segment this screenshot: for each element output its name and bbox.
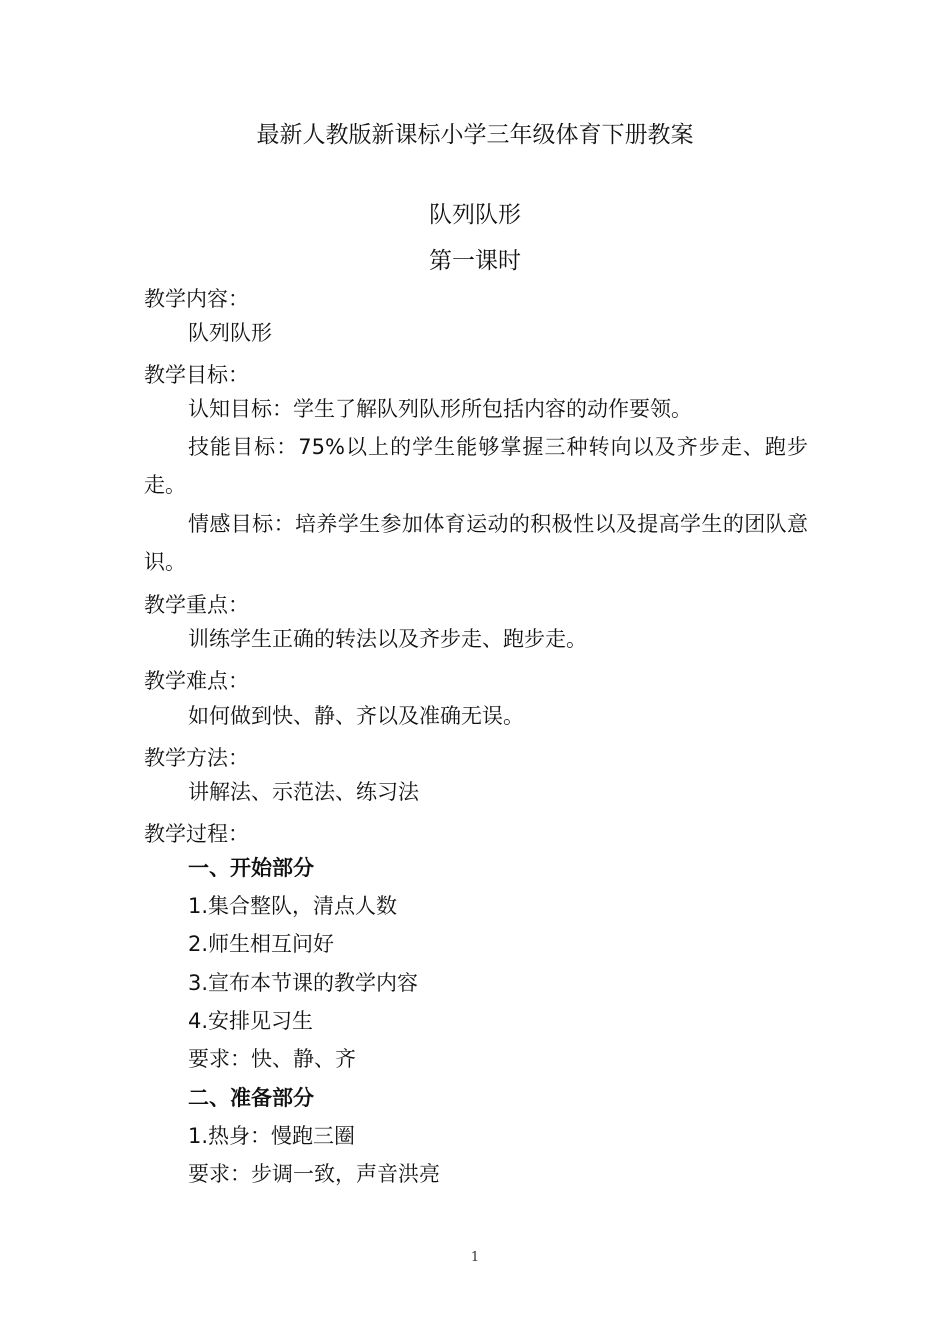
content-text: 队列队形 [188,321,272,345]
part1-requirement: 要求：快、静、齐 [188,1047,356,1071]
goal-emotion: 情感目标：培养学生参加体育运动的积极性以及提高学生的团队意识。 [144,512,808,574]
list-item: 1.集合整队，清点人数 [188,894,398,918]
key-text: 训练学生正确的转法以及齐步走、跑步走。 [188,627,587,651]
page-number: 1 [470,1250,480,1265]
lesson-topic: 队列队形 [429,202,521,228]
goal-skill: 技能目标：75%以上的学生能够掌握三种转向以及齐步走、跑步走。 [144,435,808,497]
process-heading: 教学过程： [144,822,249,846]
method-heading: 教学方法： [144,746,249,770]
content-heading: 教学内容： [144,287,249,311]
document-title: 最新人教版新课标小学三年级体育下册教案 [256,122,694,148]
difficulty-text: 如何做到快、静、齐以及准确无误。 [188,704,524,728]
method-text: 讲解法、示范法、练习法 [188,780,419,804]
lesson-period: 第一课时 [429,248,521,274]
part2-requirement: 要求：步调一致，声音洪亮 [188,1162,440,1186]
list-item: 3.宣布本节课的教学内容 [188,971,419,995]
part2-heading: 二、准备部分 [188,1086,314,1110]
goals-heading: 教学目标： [144,363,249,387]
list-item: 2.师生相互问好 [188,932,335,956]
list-item: 4.安排见习生 [188,1009,314,1033]
part1-heading: 一、开始部分 [188,856,314,880]
difficulty-heading: 教学难点： [144,669,249,693]
key-heading: 教学重点： [144,593,249,617]
part2-item: 1.热身：慢跑三圈 [188,1124,356,1148]
goal-cognitive: 认知目标：学生了解队列队形所包括内容的动作要领。 [188,397,692,421]
